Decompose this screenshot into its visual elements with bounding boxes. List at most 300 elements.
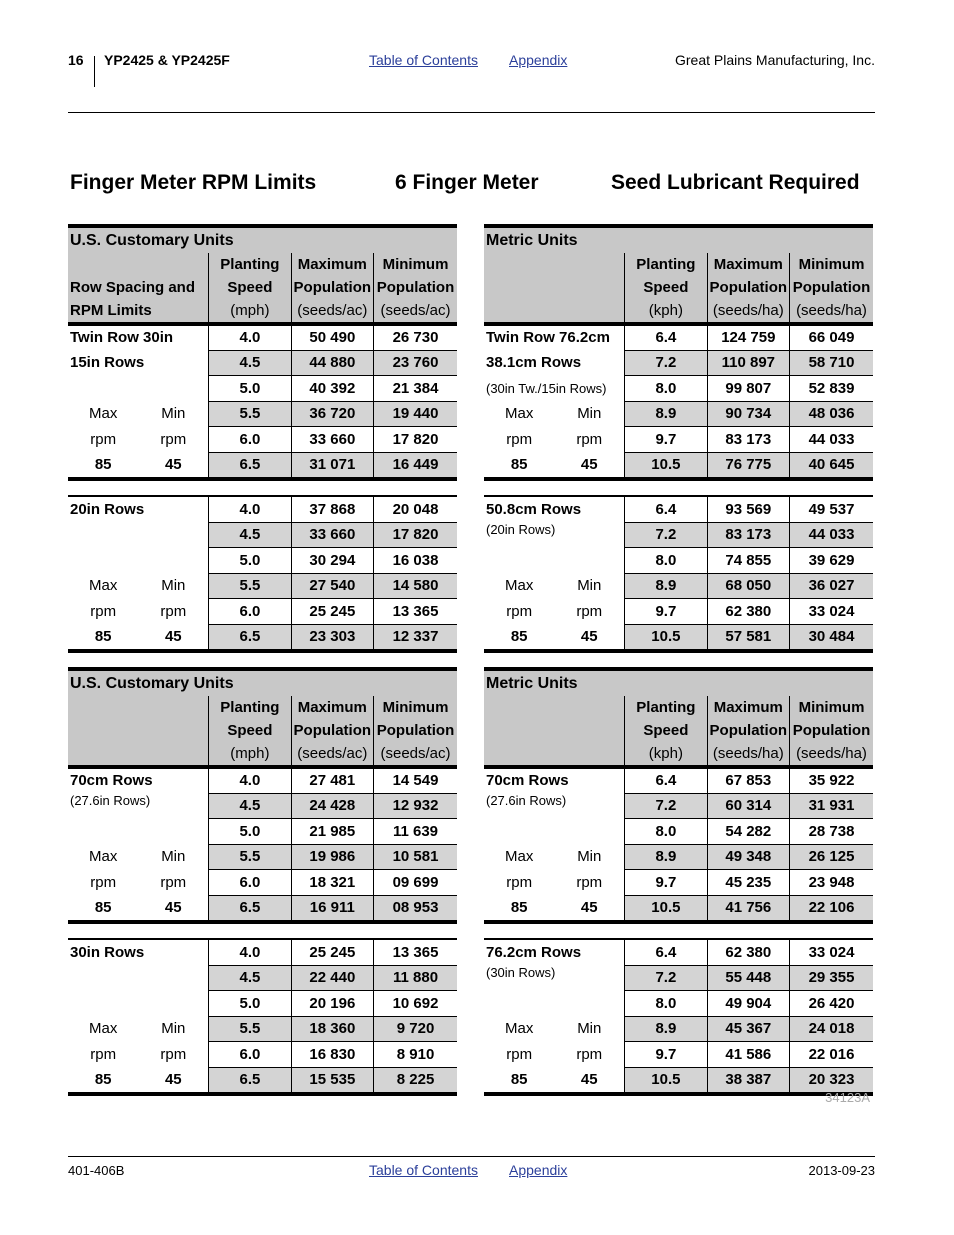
column-heading: Speed [625, 276, 707, 299]
column-heading: (seeds/ha) [707, 742, 789, 767]
min-population-cell: 44 033 [790, 427, 873, 453]
column-heading: Planting [209, 253, 291, 276]
min-population-cell: 13 365 [374, 599, 457, 625]
table-row [484, 844, 873, 870]
us-header-2 [68, 671, 457, 769]
max-population-cell: 38 387 [707, 1067, 789, 1094]
table-row [484, 573, 873, 599]
min-population-cell: 29 355 [790, 965, 873, 991]
max-population-cell: 110 897 [707, 350, 789, 376]
rpm-min-label: Min [161, 848, 186, 866]
table-metric-twin-row [484, 325, 873, 481]
table-row [484, 548, 873, 574]
table-row [484, 940, 873, 965]
planting-speed-cell: 9.7 [625, 870, 707, 896]
column-heading: Population [291, 719, 373, 742]
min-population-cell: 23 948 [790, 870, 873, 896]
row-spacing-label: 70cm Rows [70, 772, 153, 789]
column-heading: Population [707, 276, 789, 299]
min-population-cell: 17 820 [374, 427, 457, 453]
min-population-cell: 33 024 [790, 599, 873, 625]
table-row [484, 401, 873, 427]
planting-speed-cell: 4.5 [209, 522, 291, 548]
rpm-max-label: Max [89, 1020, 118, 1038]
max-population-cell: 19 986 [291, 844, 373, 870]
min-population-cell: 58 710 [790, 350, 873, 376]
planting-speed-cell: 10.5 [625, 1067, 707, 1094]
max-population-cell: 27 481 [291, 768, 373, 793]
max-population-cell: 16 911 [291, 895, 373, 922]
planting-speed-cell: 5.0 [209, 991, 291, 1017]
min-population-cell: 13 365 [374, 940, 457, 965]
column-heading: (seeds/ac) [291, 742, 373, 767]
max-population-cell: 41 586 [707, 1042, 789, 1068]
header-divider [94, 56, 95, 87]
column-heading: (seeds/ha) [790, 299, 874, 324]
rpm-max-label: Max [505, 405, 534, 423]
units-heading: U.S. Customary Units [68, 671, 457, 696]
column-heading: Planting [209, 696, 291, 719]
planting-speed-cell: 6.4 [625, 325, 707, 350]
min-population-cell: 20 323 [790, 1067, 873, 1094]
column-heading: Minimum [790, 696, 874, 719]
table-row [484, 1016, 873, 1042]
max-population-cell: 50 490 [291, 325, 373, 350]
row-spacing-label: 50.8cm Rows [486, 501, 582, 518]
planting-speed-cell: 8.9 [625, 844, 707, 870]
min-population-cell: 22 106 [790, 895, 873, 922]
max-population-cell: 30 294 [291, 548, 373, 574]
min-population-cell: 9 720 [374, 1016, 457, 1042]
min-population-cell: 31 931 [790, 793, 873, 819]
column-heading: Maximum [707, 253, 789, 276]
table-row [484, 376, 873, 402]
min-population-cell: 26 730 [374, 325, 457, 350]
min-population-cell: 10 581 [374, 844, 457, 870]
rpm-min-label: rpm [576, 1045, 603, 1063]
rpm-max-label: 85 [68, 624, 138, 651]
planting-speed-cell: 5.5 [209, 573, 291, 599]
max-population-cell: 83 173 [707, 522, 789, 548]
max-population-cell: 57 581 [707, 624, 789, 651]
column-heading: Maximum [707, 696, 789, 719]
planting-speed-cell: 9.7 [625, 599, 707, 625]
row-spacing-sublabel: (27.6in Rows) [70, 793, 151, 808]
table-row [68, 870, 457, 896]
planting-speed-cell: 5.5 [209, 1016, 291, 1042]
table-row [484, 325, 873, 350]
rpm-min-label: rpm [576, 430, 603, 448]
title-seed-lubricant: Seed Lubricant Required [611, 171, 860, 194]
table-row [68, 991, 457, 1017]
column-heading: Population [374, 719, 458, 742]
planting-speed-cell: 8.9 [625, 573, 707, 599]
table-row [68, 819, 457, 845]
row-spacing-sublabel: (30in Tw./15in Rows) [486, 380, 607, 396]
max-population-cell: 55 448 [707, 965, 789, 991]
footer-appendix-link[interactable]: Appendix [509, 1162, 568, 1178]
rpm-max-label: Max [505, 1020, 534, 1038]
min-population-cell: 16 449 [374, 452, 457, 479]
min-population-cell: 8 910 [374, 1042, 457, 1068]
min-population-cell: 23 760 [374, 350, 457, 376]
planting-speed-cell: 7.2 [625, 965, 707, 991]
units-heading: U.S. Customary Units [68, 228, 457, 253]
table-us-30in [68, 940, 457, 1096]
planting-speed-cell: 4.0 [209, 497, 291, 522]
planting-speed-cell: 6.4 [625, 768, 707, 793]
units-heading: Metric Units [484, 671, 873, 696]
planting-speed-cell: 5.0 [209, 819, 291, 845]
table-row [484, 991, 873, 1017]
table-us-20in [68, 497, 457, 653]
rpm-min-label: 45 [138, 452, 208, 479]
rpm-min-label: rpm [160, 1045, 187, 1063]
row-spacing-heading [68, 253, 209, 276]
column-heading: Minimum [374, 253, 458, 276]
planting-speed-cell: 6.0 [209, 870, 291, 896]
min-population-cell: 16 038 [374, 548, 457, 574]
planting-speed-cell: 4.0 [209, 768, 291, 793]
rpm-min-label: 45 [554, 452, 624, 479]
column-heading: Speed [209, 719, 291, 742]
row-spacing-heading: RPM Limits [68, 299, 209, 324]
title-finger-meter: 6 Finger Meter [395, 171, 539, 194]
min-population-cell: 33 024 [790, 940, 873, 965]
column-heading: Planting [625, 253, 707, 276]
max-population-cell: 16 830 [291, 1042, 373, 1068]
table-row [68, 624, 457, 651]
max-population-cell: 24 428 [291, 793, 373, 819]
table-row [68, 427, 457, 453]
units-heading: Metric Units [484, 228, 873, 253]
table-row [68, 768, 457, 793]
planting-speed-cell: 10.5 [625, 452, 707, 479]
table-row [484, 965, 873, 991]
page-number: 16 [68, 52, 84, 68]
rpm-max-label: rpm [506, 430, 533, 448]
planting-speed-cell: 8.0 [625, 991, 707, 1017]
min-population-cell: 40 645 [790, 452, 873, 479]
min-population-cell: 11 639 [374, 819, 457, 845]
table-row [68, 325, 457, 350]
table-row [484, 350, 873, 376]
min-population-cell: 20 048 [374, 497, 457, 522]
rpm-max-label: 85 [484, 1067, 554, 1094]
row-spacing-heading [68, 742, 209, 767]
planting-speed-cell: 8.9 [625, 401, 707, 427]
rpm-max-label: rpm [90, 1045, 117, 1063]
rpm-max-label: rpm [506, 873, 533, 891]
column-heading: (seeds/ac) [374, 742, 458, 767]
column-heading: Maximum [291, 253, 373, 276]
table-metric-76-2cm [484, 940, 873, 1096]
model-name: YP2425 & YP2425F [104, 52, 230, 68]
table-row [68, 522, 457, 548]
empty-cell [68, 965, 209, 991]
table-row [484, 427, 873, 453]
row-spacing-label: 76.2cm Rows [486, 944, 582, 961]
min-population-cell: 12 932 [374, 793, 457, 819]
min-population-cell: 8 225 [374, 1067, 457, 1094]
figure-code: 34123A [825, 1090, 870, 1105]
rpm-max-label: Max [89, 848, 118, 866]
doc-number: 401-406B [68, 1163, 125, 1178]
planting-speed-cell: 8.0 [625, 548, 707, 574]
planting-speed-cell: 8.9 [625, 1016, 707, 1042]
rpm-min-label: Min [577, 848, 602, 866]
min-population-cell: 44 033 [790, 522, 873, 548]
min-population-cell: 19 440 [374, 401, 457, 427]
min-population-cell: 22 016 [790, 1042, 873, 1068]
table-row [68, 350, 457, 376]
metric-header-2 [484, 671, 873, 769]
row-spacing-heading [68, 719, 209, 742]
rpm-max-label: rpm [506, 1045, 533, 1063]
max-population-cell: 15 535 [291, 1067, 373, 1094]
max-population-cell: 18 321 [291, 870, 373, 896]
column-heading: Planting [625, 696, 707, 719]
row-spacing-heading [484, 253, 625, 276]
planting-speed-cell: 6.5 [209, 624, 291, 651]
row-spacing-label: 70cm Rows [486, 772, 569, 789]
empty-cell [68, 522, 209, 548]
max-population-cell: 20 196 [291, 991, 373, 1017]
rpm-min-label: 45 [554, 1067, 624, 1094]
max-population-cell: 67 853 [707, 768, 789, 793]
column-heading: (seeds/ha) [790, 742, 874, 767]
row-spacing-heading [68, 696, 209, 719]
rpm-max-label: Max [505, 577, 534, 595]
rpm-min-label: Min [161, 577, 186, 595]
planting-speed-cell: 6.0 [209, 599, 291, 625]
min-population-cell: 35 922 [790, 768, 873, 793]
min-population-cell: 52 839 [790, 376, 873, 402]
max-population-cell: 62 380 [707, 599, 789, 625]
rpm-max-label: Max [89, 577, 118, 595]
column-heading: Population [790, 719, 874, 742]
empty-cell [484, 548, 625, 574]
row-spacing-label: Twin Row 76.2cm [486, 329, 610, 346]
column-heading: (kph) [625, 299, 707, 324]
column-heading: Population [374, 276, 458, 299]
footer-toc-link[interactable]: Table of Contents [369, 1162, 478, 1178]
rpm-min-label: Min [577, 1020, 602, 1038]
row-spacing-heading [484, 299, 625, 324]
table-row [68, 1042, 457, 1068]
max-population-cell: 54 282 [707, 819, 789, 845]
column-heading: Minimum [374, 696, 458, 719]
rpm-max-label: 85 [484, 452, 554, 479]
max-population-cell: 60 314 [707, 793, 789, 819]
max-population-cell: 99 807 [707, 376, 789, 402]
min-population-cell: 21 384 [374, 376, 457, 402]
row-spacing-heading: Row Spacing and [68, 276, 209, 299]
rpm-min-label: Min [577, 577, 602, 595]
table-row [68, 1016, 457, 1042]
column-heading: (seeds/ac) [291, 299, 373, 324]
rpm-max-label: Max [505, 848, 534, 866]
toc-link[interactable]: Table of Contents [369, 52, 478, 68]
column-heading: Speed [625, 719, 707, 742]
empty-cell [484, 819, 625, 845]
max-population-cell: 25 245 [291, 599, 373, 625]
table-row [68, 844, 457, 870]
rpm-min-label: 45 [138, 895, 208, 922]
max-population-cell: 18 360 [291, 1016, 373, 1042]
table-row [68, 401, 457, 427]
column-heading: Population [707, 719, 789, 742]
company-name: Great Plains Manufacturing, Inc. [675, 52, 875, 68]
rpm-max-label: rpm [90, 602, 117, 620]
max-population-cell: 31 071 [291, 452, 373, 479]
rpm-min-label: rpm [160, 873, 187, 891]
table-metric-70cm [484, 768, 873, 924]
planting-speed-cell: 6.0 [209, 427, 291, 453]
table-row [68, 965, 457, 991]
row-spacing-sublabel: (30in Rows) [486, 965, 556, 980]
table-us-twin-row [68, 325, 457, 481]
min-population-cell: 49 537 [790, 497, 873, 522]
planting-speed-cell: 9.7 [625, 427, 707, 453]
table-row [484, 452, 873, 479]
footer-date: 2013-09-23 [808, 1163, 875, 1178]
empty-cell [68, 819, 209, 845]
row-spacing-label: 20in Rows [70, 501, 145, 518]
rpm-max-label: 85 [68, 895, 138, 922]
planting-speed-cell: 4.0 [209, 940, 291, 965]
column-heading: (seeds/ac) [374, 299, 458, 324]
planting-speed-cell: 7.2 [625, 793, 707, 819]
planting-speed-cell: 4.5 [209, 350, 291, 376]
table-row [484, 870, 873, 896]
rpm-min-label: rpm [576, 602, 603, 620]
row-spacing-sublabel: (20in Rows) [486, 522, 556, 537]
table-row [484, 624, 873, 651]
max-population-cell: 37 868 [291, 497, 373, 522]
column-heading: Population [291, 276, 373, 299]
min-population-cell: 36 027 [790, 573, 873, 599]
min-population-cell: 08 953 [374, 895, 457, 922]
planting-speed-cell: 5.5 [209, 844, 291, 870]
table-row [484, 1067, 873, 1094]
planting-speed-cell: 4.5 [209, 793, 291, 819]
us-header-1 [68, 228, 457, 326]
header-rule [68, 112, 875, 113]
table-row [484, 497, 873, 522]
rpm-min-label: 45 [554, 895, 624, 922]
table-row [68, 548, 457, 574]
planting-speed-cell: 6.4 [625, 497, 707, 522]
table-row [484, 793, 873, 819]
table-row [484, 768, 873, 793]
table-row [484, 599, 873, 625]
column-heading: (mph) [209, 742, 291, 767]
min-population-cell: 48 036 [790, 401, 873, 427]
rpm-min-label: Min [577, 405, 602, 423]
title-rpm-limits: Finger Meter RPM Limits [70, 171, 317, 194]
min-population-cell: 12 337 [374, 624, 457, 651]
planting-speed-cell: 7.2 [625, 350, 707, 376]
row-spacing-heading [484, 719, 625, 742]
min-population-cell: 10 692 [374, 991, 457, 1017]
max-population-cell: 74 855 [707, 548, 789, 574]
rpm-min-label: 45 [554, 624, 624, 651]
min-population-cell: 39 629 [790, 548, 873, 574]
table-row [68, 599, 457, 625]
row-spacing-label: Twin Row 30in [70, 329, 174, 346]
max-population-cell: 83 173 [707, 427, 789, 453]
table-metric-50-8cm [484, 497, 873, 653]
metric-header-1 [484, 228, 873, 326]
max-population-cell: 93 569 [707, 497, 789, 522]
planting-speed-cell: 6.5 [209, 895, 291, 922]
min-population-cell: 11 880 [374, 965, 457, 991]
rpm-min-label: Min [161, 405, 186, 423]
row-spacing-label-2: 15in Rows [70, 354, 145, 372]
rpm-max-label: rpm [90, 873, 117, 891]
max-population-cell: 76 775 [707, 452, 789, 479]
min-population-cell: 28 738 [790, 819, 873, 845]
planting-speed-cell: 6.4 [625, 940, 707, 965]
min-population-cell: 66 049 [790, 325, 873, 350]
table-row [68, 376, 457, 402]
planting-speed-cell: 5.5 [209, 401, 291, 427]
max-population-cell: 44 880 [291, 350, 373, 376]
table-row [68, 573, 457, 599]
rpm-min-label: rpm [160, 602, 187, 620]
max-population-cell: 45 235 [707, 870, 789, 896]
max-population-cell: 23 303 [291, 624, 373, 651]
rpm-max-label: 85 [68, 1067, 138, 1094]
rpm-min-label: Min [161, 1020, 186, 1038]
rpm-min-label: 45 [138, 624, 208, 651]
planting-speed-cell: 8.0 [625, 376, 707, 402]
planting-speed-cell: 6.0 [209, 1042, 291, 1068]
planting-speed-cell: 5.0 [209, 376, 291, 402]
max-population-cell: 68 050 [707, 573, 789, 599]
planting-speed-cell: 7.2 [625, 522, 707, 548]
planting-speed-cell: 6.5 [209, 452, 291, 479]
table-row [484, 895, 873, 922]
max-population-cell: 90 734 [707, 401, 789, 427]
min-population-cell: 14 549 [374, 768, 457, 793]
max-population-cell: 45 367 [707, 1016, 789, 1042]
column-heading: (mph) [209, 299, 291, 324]
row-spacing-label: 30in Rows [70, 944, 145, 961]
table-us-70cm [68, 768, 457, 924]
max-population-cell: 36 720 [291, 401, 373, 427]
min-population-cell: 17 820 [374, 522, 457, 548]
appendix-link[interactable]: Appendix [509, 52, 568, 68]
empty-cell [484, 991, 625, 1017]
table-row [484, 819, 873, 845]
min-population-cell: 24 018 [790, 1016, 873, 1042]
rpm-max-label: 85 [68, 452, 138, 479]
max-population-cell: 25 245 [291, 940, 373, 965]
max-population-cell: 22 440 [291, 965, 373, 991]
rpm-min-label: rpm [576, 873, 603, 891]
table-row [68, 793, 457, 819]
planting-speed-cell: 8.0 [625, 819, 707, 845]
table-row [68, 940, 457, 965]
max-population-cell: 40 392 [291, 376, 373, 402]
table-row [68, 895, 457, 922]
max-population-cell: 62 380 [707, 940, 789, 965]
max-population-cell: 124 759 [707, 325, 789, 350]
max-population-cell: 33 660 [291, 522, 373, 548]
column-heading: Maximum [291, 696, 373, 719]
